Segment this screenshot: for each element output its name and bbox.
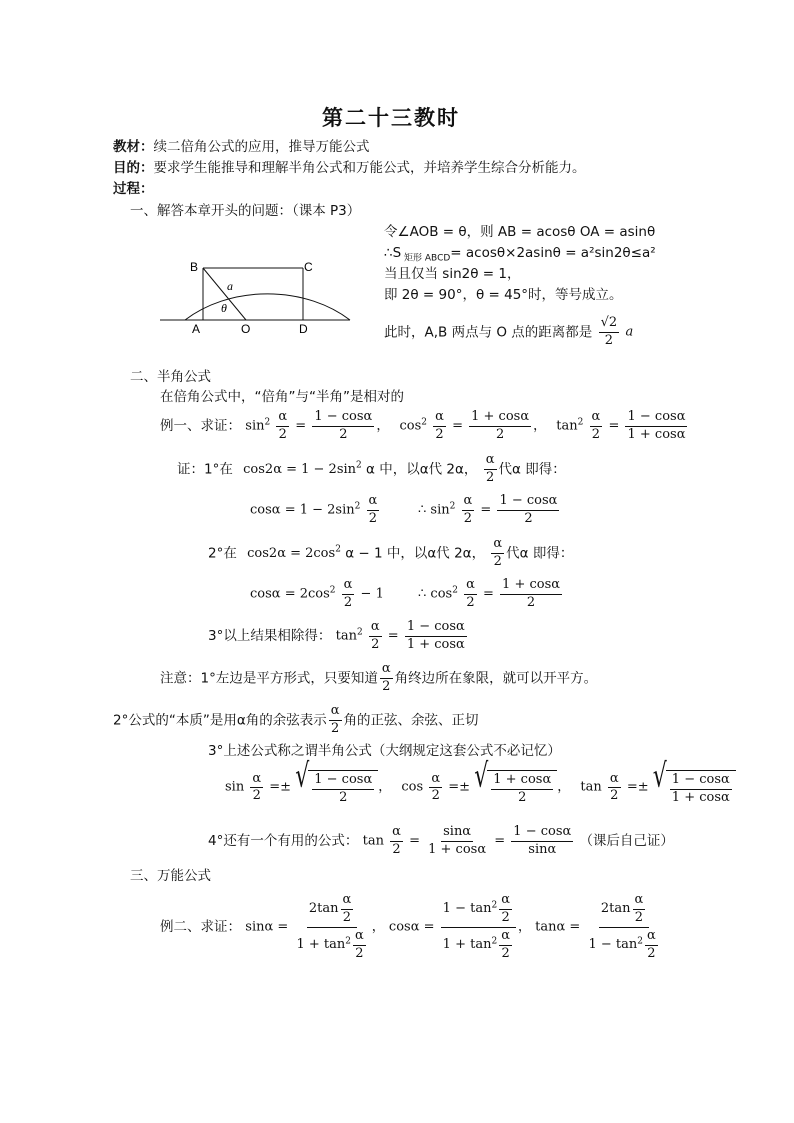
s1-line2 xyxy=(384,245,656,264)
half-angle-formulas xyxy=(225,758,736,806)
semicircle-arc xyxy=(185,294,350,320)
alpha-over-2-c: $\frac{\alpha}{2}$ xyxy=(381,661,391,694)
s1-line5 xyxy=(384,316,633,349)
label-O: O xyxy=(241,322,251,336)
proof2-result-b: ∴ $\cos^2$ $\frac{\alpha}{2}$ = $\frac{1 + \cos\alpha}{2}$ xyxy=(418,577,561,610)
s1-line2b: = acosθ×2asinθ = a²sin2θ≤a² xyxy=(450,245,656,261)
section2-heading: 二、半角公式 xyxy=(130,369,211,385)
proof1-mid: α 中，以α代 2α， xyxy=(361,461,478,478)
goal-label: 目的： xyxy=(113,160,154,176)
note2-line xyxy=(113,704,479,737)
label-A: A xyxy=(192,322,201,336)
proof1-formula: $\cos 2\alpha = 1 - 2\sin^2$ xyxy=(243,460,362,478)
note4a: 4°还有一个有用的公式： xyxy=(208,832,359,849)
sqrt2-over-2: $\frac{√2}{2}$ xyxy=(600,315,618,348)
proof2-mid: α − 1 中，以α代 2α， xyxy=(340,545,486,562)
s1-line3: 当且仅当 sin2θ = 1， xyxy=(384,266,521,282)
proof2-line xyxy=(208,537,573,570)
note4-line xyxy=(208,825,674,858)
section1-heading: 一、解答本章开头的问题：（课本 P3） xyxy=(130,203,361,219)
universal-tan: tanα = 2tan $\frac{\alpha}{2}$ $1 - \tan^2$ $\frac{\alpha}{2}$ xyxy=(535,892,656,961)
example2-line xyxy=(160,893,664,962)
proof2-end: 代α 即得： xyxy=(506,545,574,562)
proof3-formula: $\tan^2$ $\frac{\alpha}{2}$ = $\frac{1 - \cos\alpha}{1 + \cos\alpha}$ xyxy=(335,619,465,652)
note1-line xyxy=(160,662,597,695)
material-label: 教材： xyxy=(113,139,154,155)
label-C: C xyxy=(304,260,313,274)
section3-heading: 三、万能公式 xyxy=(130,868,211,884)
s1-line5c: a xyxy=(625,324,634,340)
note2b: 角的正弦、余弦、正切 xyxy=(343,712,479,729)
proof2-label: 2°在 xyxy=(208,545,237,562)
label-a: a xyxy=(227,279,233,293)
ex1-formula-tan: $\tan^2$ $\frac{\alpha}{2}$ = $\frac{1 - \cos\alpha}{1 + \cos\alpha}$ xyxy=(556,409,686,442)
goal-text: 要求学生能推导和理解半角公式和万能公式，并培养学生综合分析能力。 xyxy=(153,160,586,176)
proof1-label: 证：1°在 xyxy=(177,461,233,478)
half-tan: tan $\frac{\alpha}{2}$ =± √ $\frac{1 - \cos\alpha}{1 + \cos\alpha}$ xyxy=(580,780,735,795)
page-title: 第二十三教时 xyxy=(322,106,460,130)
alpha-over-2: $\frac{\alpha}{2}$ xyxy=(485,452,495,485)
proof3-label: 3°以上结果相除得： xyxy=(208,627,332,644)
proof1-result-a: $\cos\alpha = 1 - 2\sin^2$ $\frac{\alpha}{2}$ xyxy=(250,493,378,526)
label-theta: θ xyxy=(221,301,227,315)
universal-sin: sinα = 2tan $\frac{\alpha}{2}$ $1 + \tan^2$ $\frac{\alpha}{2}$ ， xyxy=(245,892,385,961)
ex1-formula-sin: $\sin^2$ $\frac{\alpha}{2}$ = $\frac{1 - \cos\alpha}{2}$ ， xyxy=(245,409,390,442)
proof3-line xyxy=(208,620,469,653)
note1b: 角终边所在象限，就可以开平方。 xyxy=(394,670,598,687)
note2a: 2°公式的“本质”是用α角的余弦表示 xyxy=(113,712,327,729)
label-B: B xyxy=(190,260,199,274)
material-text: 续二倍角公式的应用，推导万能公式 xyxy=(153,139,370,155)
s1-line5a: 此时，A,B 两点与 O 点的距离都是 xyxy=(384,324,593,341)
s1-line4: 即 2θ = 90°，θ = 45°时，等号成立。 xyxy=(384,287,623,303)
proof2-result-a: $\cos\alpha = 2\cos^2$ $\frac{\alpha}{2}$ − 1 xyxy=(250,577,384,610)
proof2-formula: $\cos 2\alpha = 2\cos^2$ xyxy=(247,544,341,562)
tan-half-formula: tan $\frac{\alpha}{2}$ = $\frac{\sin\alpha}{1 + \cos\alpha}$ = $\frac{1 - \cos\alpha}{\sin\alpha}$ xyxy=(362,824,572,857)
alpha-over-2-d: $\frac{\alpha}{2}$ xyxy=(330,703,340,736)
goal-line xyxy=(113,160,586,176)
example2-label: 例二、求证： xyxy=(160,918,241,935)
note1a: 注意：1°左边是平方形式，只要知道 xyxy=(160,670,378,687)
label-D: D xyxy=(299,322,308,336)
proof1-line xyxy=(177,453,566,486)
universal-cos: cosα = $1 - \tan^2$ $\frac{\alpha}{2}$ $1 + \tan^2$ $\frac{\alpha}{2}$ ， xyxy=(388,892,531,961)
example1-label: 例一、求证： xyxy=(160,417,241,434)
s1-line1: 令∠AOB = θ，则 AB = acosθ OA = asinθ xyxy=(384,224,656,240)
note4b: （课后自己证） xyxy=(579,832,674,849)
s1-line2sub: 矩形 ABCD xyxy=(401,253,451,264)
material-line xyxy=(113,139,370,155)
s2-intro: 在倍角公式中，“倍角”与“半角”是相对的 xyxy=(160,389,404,405)
semicircle-diagram xyxy=(158,218,352,340)
note3-line: 3°上述公式称之谓半角公式（大纲规定这套公式不必记忆） xyxy=(208,743,561,759)
ex1-formula-cos: $\cos^2$ $\frac{\alpha}{2}$ = $\frac{1 + \cos\alpha}{2}$ ， xyxy=(399,409,547,442)
s1-line2a: ∴S xyxy=(384,245,402,261)
proof1-result-b: ∴ $\sin^2$ $\frac{\alpha}{2}$ = $\frac{1 - \cos\alpha}{2}$ xyxy=(418,493,558,526)
example1-line xyxy=(160,410,689,443)
half-sin: sin $\frac{\alpha}{2}$ =± √ $\frac{1 - \cos\alpha}{2}$ ， xyxy=(225,758,392,805)
proof1-end: 代α 即得： xyxy=(498,461,566,478)
half-cos: cos $\frac{\alpha}{2}$ =± √ $\frac{1 + \cos\alpha}{2}$ ， xyxy=(401,758,571,805)
process-label: 过程： xyxy=(113,181,154,197)
alpha-over-2-b: $\frac{\alpha}{2}$ xyxy=(493,536,503,569)
